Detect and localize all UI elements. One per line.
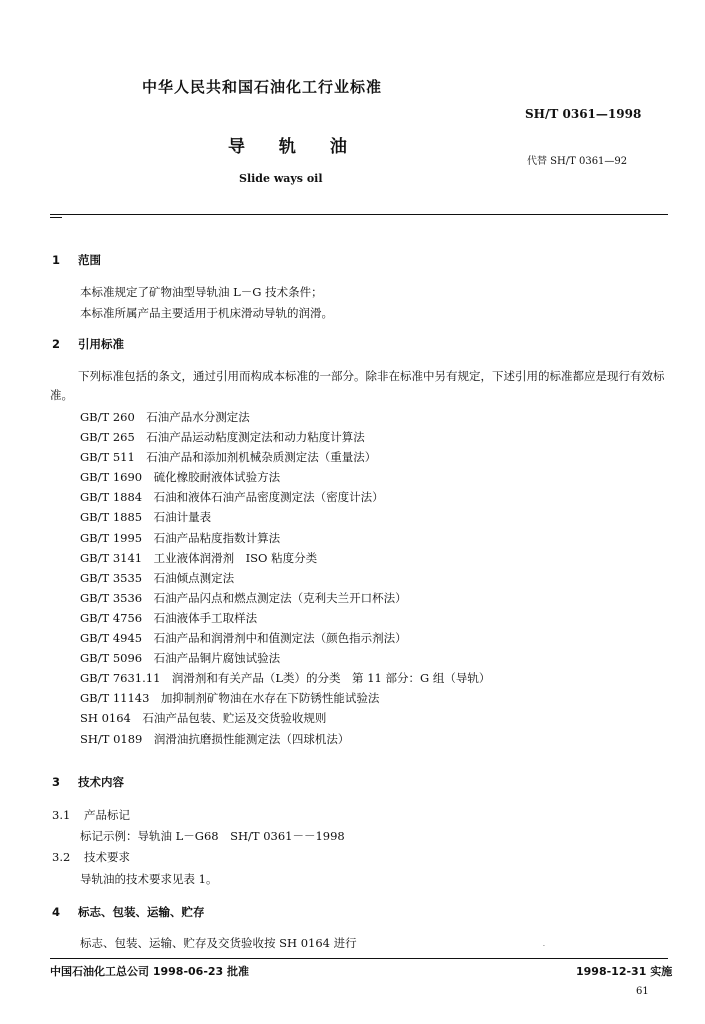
reference-code: GB/T 511 xyxy=(80,450,135,465)
reference-code: GB/T 1884 xyxy=(80,490,143,505)
reference-item xyxy=(80,688,490,708)
subsection-number: 3.1 xyxy=(52,808,71,822)
reference-code: GB/T 5096 xyxy=(80,651,143,666)
reference-title: 石油和液体石油产品密度测定法（密度计法） xyxy=(153,490,384,505)
reference-title: 石油产品水分测定法 xyxy=(146,410,250,424)
reference-code: GB/T 265 xyxy=(80,430,135,445)
reference-title: 石油计量表 xyxy=(153,510,212,525)
section-4-heading xyxy=(52,904,205,920)
section-title: 标志、包装、运输、贮存 xyxy=(78,905,205,919)
reference-title: 石油液体手工取样法 xyxy=(153,610,258,625)
section-1-line-1: 本标准规定了矿物油型导轨油 L－G 技术条件； xyxy=(80,285,323,299)
reference-code: SH/T 0189 xyxy=(80,731,143,746)
footer-divider xyxy=(50,958,668,959)
reference-title: 润滑油抗磨损性能测定法（四球机法） xyxy=(153,731,350,746)
reference-code: GB/T 1690 xyxy=(80,470,143,485)
reference-title: 石油产品包装、贮运及交货验收规则 xyxy=(142,711,327,726)
reference-item xyxy=(80,588,490,608)
section-1-line-2: 本标准所属产品主要适用于机床滑动导轨的润滑。 xyxy=(80,306,333,320)
reference-title: 硫化橡胶耐液体试验方法 xyxy=(153,470,281,485)
reference-item xyxy=(80,427,490,447)
reference-code: GB/T 4945 xyxy=(80,631,143,646)
reference-code: GB/T 4756 xyxy=(80,610,143,625)
header-divider xyxy=(50,214,668,215)
reference-item xyxy=(80,407,490,427)
reference-title: 石油产品铜片腐蚀试验法 xyxy=(153,651,281,666)
section-number: 1 xyxy=(52,253,61,267)
stray-dot: · xyxy=(543,943,545,950)
english-title: Slide ways oil xyxy=(239,172,323,185)
section-4-line: 标志、包装、运输、贮存及交货验收按 SH 0164 进行 xyxy=(80,936,357,950)
section-number: 4 xyxy=(52,905,61,919)
standard-category-title: 中华人民共和国石油化工行业标准 xyxy=(142,78,383,96)
reference-title: 石油产品闪点和燃点测定法（克利夫兰开口杯法） xyxy=(153,590,407,605)
reference-code: GB/T 3141 xyxy=(80,550,143,565)
reference-item xyxy=(80,708,490,728)
reference-item xyxy=(80,568,490,588)
approval-statement: 中国石油化工总公司 1998-06-23 批准 xyxy=(50,965,250,978)
reference-title: 石油倾点测定法 xyxy=(153,570,235,585)
replaces-note: 代替 SH/T 0361—92 xyxy=(527,156,628,167)
subsection-title: 产品标记 xyxy=(84,808,130,822)
section-2-heading xyxy=(52,336,124,352)
reference-item xyxy=(80,548,490,568)
reference-title: 石油产品粘度指数计算法 xyxy=(153,530,281,545)
product-marking-example: 标记示例：导轨油 L－G68 SH/T 0361－－1998 xyxy=(80,829,345,843)
reference-title: 石油产品和添加剂机械杂质测定法（重量法） xyxy=(146,450,377,465)
reference-item xyxy=(80,608,490,628)
page-number: 61 xyxy=(636,986,649,997)
reference-code: GB/T 1995 xyxy=(80,530,143,545)
reference-code: GB/T 260 xyxy=(80,410,135,424)
reference-item xyxy=(80,729,490,749)
reference-title: 工业液体润滑剂 ISO 粘度分类 xyxy=(153,550,318,565)
reference-item xyxy=(80,648,490,668)
reference-item xyxy=(80,628,490,648)
effective-date: 1998-12-31 实施 xyxy=(576,965,673,978)
reference-code: GB/T 11143 xyxy=(80,691,150,706)
reference-code: GB/T 3536 xyxy=(80,590,143,605)
reference-code: SH 0164 xyxy=(80,711,131,726)
section-2-intro: 下列标准包括的条文，通过引用而构成本标准的一部分。除非在标准中另有规定，下述引用的标准都应是现行有效标准。 xyxy=(50,369,665,402)
reference-code: GB/T 1885 xyxy=(80,510,143,525)
subsection-title: 技术要求 xyxy=(84,850,130,864)
section-title: 引用标准 xyxy=(78,337,125,351)
reference-item xyxy=(80,487,490,507)
section-3-heading xyxy=(52,774,124,790)
subsection-3-1-heading xyxy=(52,807,130,823)
subsection-3-2-heading xyxy=(52,849,130,865)
technical-requirements-line: 导轨油的技术要求见表 1。 xyxy=(80,872,218,886)
reference-title: 石油产品和润滑剂中和值测定法（颜色指示剂法） xyxy=(153,631,407,646)
header-divider-tick xyxy=(50,217,62,218)
reference-title: 石油产品运动粘度测定法和动力粘度计算法 xyxy=(146,430,365,445)
section-title: 技术内容 xyxy=(78,775,125,789)
reference-code: GB/T 7631.11 xyxy=(80,671,161,686)
reference-item xyxy=(80,528,490,548)
reference-item xyxy=(80,467,490,487)
subsection-number: 3.2 xyxy=(52,850,71,864)
section-title: 范围 xyxy=(78,253,102,267)
reference-code: GB/T 3535 xyxy=(80,570,143,585)
reference-item xyxy=(80,447,490,467)
reference-item xyxy=(80,668,490,688)
section-number: 2 xyxy=(52,337,61,351)
referenced-standards-list xyxy=(80,407,490,749)
reference-title: 加抑制剂矿物油在水存在下防锈性能试验法 xyxy=(160,691,380,706)
section-1-heading xyxy=(52,252,101,268)
document-title: 导 轨 油 xyxy=(228,137,361,157)
standard-number: SH/T 0361—1998 xyxy=(525,107,642,121)
reference-item xyxy=(80,507,490,527)
reference-title: 润滑剂和有关产品（L类）的分类 第 11 部分：G 组（导轨） xyxy=(171,671,491,686)
section-number: 3 xyxy=(52,775,61,789)
